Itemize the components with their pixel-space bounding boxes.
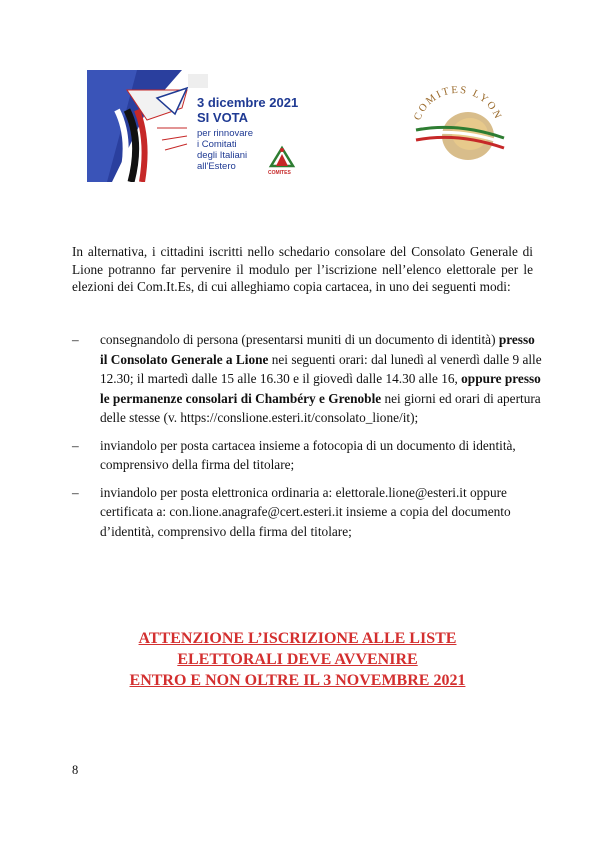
badge-label: COMITES — [268, 170, 291, 176]
item-bold-text: presso il Consolato Generale a Lione — [100, 332, 535, 367]
item-text: nei giorni ed orari di apertura delle stesse (v. https://conslione.esteri.it/consolato_lione/it); — [100, 390, 541, 425]
list-dash: – — [72, 332, 79, 347]
item-text: inviandolo per posta elettronica ordinaria a: elettorale.lione@esteri.it oppure certificata a: con.lione.anagrafe@cert.esteri.it insieme a copia del documento d’identità, comprensivo della firma del titolare; — [100, 484, 511, 539]
deadline-notice — [72, 628, 523, 691]
list-dash: – — [72, 437, 79, 453]
election-banner — [87, 70, 308, 182]
banner-desc-line: all'Estero — [197, 161, 236, 172]
item-bold-text: oppure presso le permanenze consolari di Chambéry e Grenoble — [100, 371, 541, 406]
item-text: nei seguenti orari: dal lunedì al venerdì dalle 9 alle 12.30; il martedì dalle 15 alle 16.30 e il giovedì dalle 14.30 alle 16, — [100, 351, 542, 386]
banner-description — [197, 128, 277, 172]
logo-text: COMITES LYON — [412, 84, 504, 123]
banner-desc-line: per rinnovare — [197, 128, 253, 139]
list-item — [72, 483, 542, 542]
page-number: 8 — [72, 763, 79, 777]
list-item — [72, 330, 542, 428]
notice-line: ATTENZIONE L’ISCRIZIONE ALLE LISTE — [138, 630, 457, 647]
banner-desc-line: i Comitati — [197, 139, 237, 150]
intro-paragraph: In alternativa, i cittadini iscritti nello schedario consolare del Consolato Generale di Lione potranno far pervenire il modulo per l’iscrizione nell’elenco elettorale per le elezioni dei Com.It.Es, di cui alleghiamo copia cartacea, in uno dei seguenti modi: — [72, 244, 533, 294]
notice-line: ENTRO E NON OLTRE IL 3 NOVEMBRE 2021 — [129, 672, 466, 689]
comites-lyon-logo — [408, 78, 508, 178]
item-text: consegnandolo di persona (presentarsi muniti di un documento di identità) — [100, 332, 499, 347]
banner-desc-line: degli Italiani — [197, 150, 248, 161]
submission-methods-list — [72, 330, 542, 549]
list-item — [72, 436, 542, 475]
notice-line: ELETTORALI DEVE AVVENIRE — [177, 651, 418, 668]
item-text: inviandolo per posta cartacea insieme a fotocopia di un documento di identità, comprensivo della firma del titolare; — [100, 437, 516, 472]
banner-headline: SI VOTA — [197, 110, 249, 125]
list-dash: – — [72, 484, 79, 500]
banner-date: 3 dicembre 2021 — [197, 95, 299, 110]
